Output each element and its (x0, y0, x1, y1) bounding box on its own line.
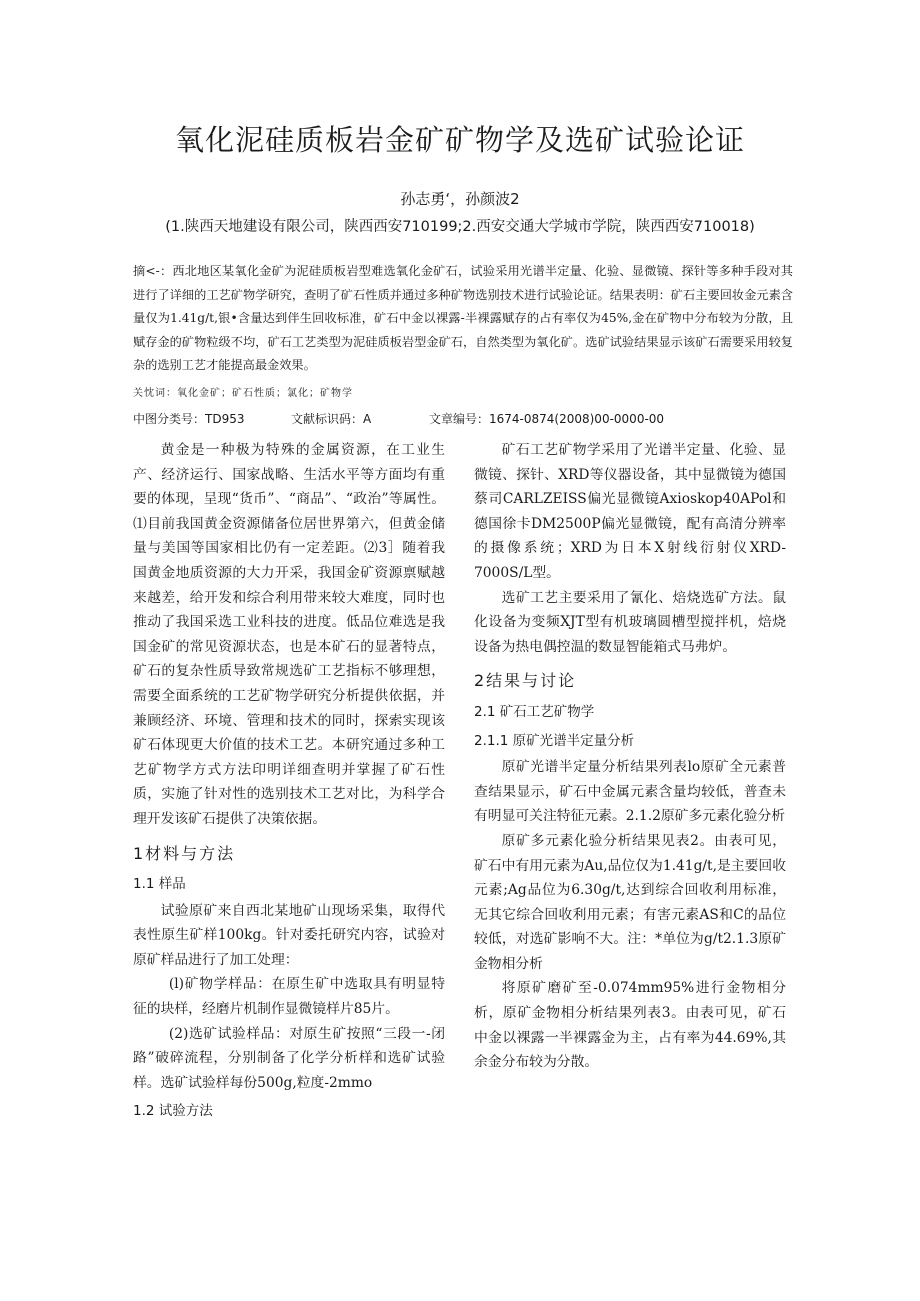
abstract: 摘<-：西北地区某氧化金矿为泥硅质板岩型难选氧化金矿石，试验采用光谱半定量、化验、显微镜、探针等多种手段对其进行了详细的工艺矿物学研究，查明了矿石性质并通过多种矿物选别技术进行试验论证。结果表明：矿石主要回妆金元素含量仅为1.41g/t,银•含量达到伴生回收标准，矿石中金以裸露-半裸露赋存的占有率仅为45%,金在矿物中分布较为分散，且赋存金的矿物粒级不均，矿石工艺类型为泥硅质板岩型金矿石，自然类型为氧化矿。选矿试验结果显示该矿石需要采用较复杂的选别工艺才能提高最金效果。 (133, 264, 793, 372)
method-paragraph-1: 矿石工艺矿物学采用了光谱半定量、化验、显微镜、探针、XRD等仪器设备，其中显微镜为德国蔡司CARLZEISS偏光显微镜Axioskop40APol和德国徐卡DM2500P偏光显微镜，配有高清分辨率的摄像系统；XRD为日本X射线衍射仪XRD-7000S/L型。 (474, 442, 786, 581)
article-number: 文章编号：1674-0874(2008)00-0000-00 (429, 412, 665, 426)
sample-item-2: (2)选矿试验样品：对原生矿按照“三段一-闭路”破碎流程，分别制备了化学分析样和选矿试验样。选矿试验样每份500g,粒度-2mmo (133, 1025, 445, 1091)
paper-title: 氧化泥硅质板岩金矿矿物学及选矿试验论证 (174, 123, 745, 157)
sample-item-1: (l)矿物学样品：在原生矿中选取具有明显特征的块样，经磨片机制作显微镜样片85片。 (133, 976, 445, 1018)
results-paragraph-2: 原矿多元素化验分析结果见表2。由表可见，矿石中有用元素为Au,品位仅为1.41g/t,是主要回收元素;Ag品位为6.30g/t,达到综合回收利用标准，无其它综合回收利用元素；有害元素AS和C的品位较低，对选矿影响不大。注：*单位为g/t2.1.3原矿金物相分析 (474, 832, 786, 972)
keywords: 关忱词：氧化金矿；矿石性质；氯化；矿物学 (133, 388, 353, 399)
left-column (133, 438, 445, 1126)
affiliation: (1.陕西天地建设有限公司，陕西西安710199;2.西安交通大学城市学院，陕西西安710018) (165, 219, 755, 235)
section-heading-results: 2结果与讨论 (474, 671, 577, 691)
results-paragraph-3: 将原矿磨矿至-0.074mm95%进行金物相分析，原矿金物相分析结果列表3。由表可见，矿石中金以裸露一半裸露金为主，占有率为44.69%,其余金分布较为分散。 (474, 980, 786, 1071)
subsection-heading-sample: 1.1 样品 (133, 876, 186, 893)
authors: 孙志勇‘，孙颜波2 (400, 190, 520, 208)
subsection-heading-2-1: 2.1 矿石工艺矿物学 (474, 703, 595, 720)
subsection-heading-2-1-1: 2.1.1 原矿光谱半定量分析 (474, 732, 635, 749)
document-code: 文献标识码：A (291, 412, 372, 426)
clc-number: 中图分类号：TD953 (133, 412, 245, 426)
intro-paragraph: 黄金是一种极为特殊的金属资源，在工业生产、经济运行、国家战略、生活水平等方面均有重要的体现，呈现“货币”、“商品”、“政治”等属性。⑴目前我国黄金资源储备位居世界第六，但黄金储量与美国等国家相比仍有一定差距。⑵3］随着我国黄金地质资源的大力开采，我国金矿资源禀赋越来越差，给开发和综合利用带来较大难度，同时也推动了我国采选工业科技的进度。低品位难选是我国金矿的常见资源状态，也是本矿石的显著特点，矿石的复杂性质导致常规选矿工艺指标不够理想，需要全面系统的工艺矿物学研究分析提供依据，并兼顾经济、环境、管理和技术的同时，探索实现该矿石体现更大价值的技术工艺。本研究通过多种工艺矿物学方式方法印明详细查明并掌握了矿石性质，实施了针对性的选别技术工艺对比，为科学合理开发该矿石提供了决策依据。 (133, 442, 445, 827)
results-paragraph-1: 原矿光谱半定量分析结果列表lo原矿全元素普查结果显示，矿石中金属元素含量均较低，普查未有明显可关注特征元素。2.1.2原矿多元素化验分析 (474, 759, 786, 825)
subsection-heading-method: 1.2 试验方法 (133, 1103, 213, 1120)
right-column (474, 438, 786, 1075)
sample-paragraph: 试验原矿来自西北某地矿山现场采集，取得代表性原生矿样100kg。针对委托研究内容，试验对原矿样品进行了加工处理： (133, 902, 445, 968)
section-heading-materials: 1材料与方法 (133, 843, 236, 863)
method-paragraph-2: 选矿工艺主要采用了氰化、焙烧选矿方法。鼠化设备为变频XJT型有机玻璃圆槽型搅拌机，焙烧设备为热电偶控温的数显智能箱式马弗炉。 (474, 589, 786, 655)
